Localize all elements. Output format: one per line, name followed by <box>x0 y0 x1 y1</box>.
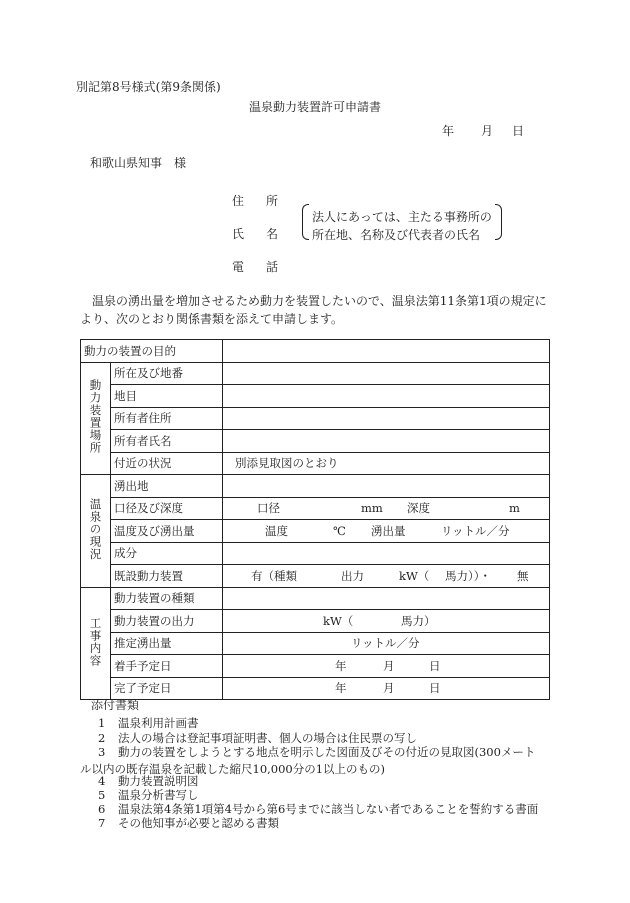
table-row <box>81 655 550 678</box>
estimated-flow-label: 推定湧出量 <box>111 632 223 655</box>
estimated-flow-value[interactable]: リットル／分 <box>223 632 550 655</box>
temp-flow-label: 温度及び湧出量 <box>111 520 223 543</box>
application-table <box>80 339 550 700</box>
group-spring-status: 温泉の現況 <box>81 475 111 588</box>
attachment-item: 2 法人の場合は登記事項証明書、個人の場合は住民票の写し <box>98 731 417 745</box>
device-output-label: 動力装置の出力 <box>111 610 223 633</box>
diameter-depth-label: 口径及び深度 <box>111 497 223 520</box>
diameter-depth-value[interactable]: 口径 mm 深度 m <box>223 497 550 520</box>
table-row <box>81 475 550 498</box>
form-number: 別記第8号様式(第9条関係) <box>76 80 221 94</box>
attachment-item: 7 その他知事が必要と認める書類 <box>98 816 279 830</box>
purpose-value[interactable] <box>223 340 550 363</box>
table-row <box>81 430 550 453</box>
attachment-item: 3 動力の装置をしようとする地点を明示した図面及びその付近の見取図(300メート <box>98 745 536 759</box>
table-row <box>81 385 550 408</box>
existing-device-label: 既設動力装置 <box>111 565 223 588</box>
owner-address-label: 所有者住所 <box>111 407 223 430</box>
existing-device-value[interactable]: 有（種類 出力 kW（ 馬力））・ 無 <box>223 565 550 588</box>
end-date-label: 完了予定日 <box>111 677 223 700</box>
applicant-address-label: 住 所 <box>232 194 279 208</box>
corporate-note-line2: 所在地、名称及び代表者の氏名 <box>312 228 481 242</box>
components-label: 成分 <box>111 542 223 565</box>
attachment-item: 4 動力装置説明図 <box>98 774 199 788</box>
table-row <box>81 520 550 543</box>
table-row <box>81 452 550 475</box>
spring-site-label: 湧出地 <box>111 475 223 498</box>
table-row <box>81 632 550 655</box>
table-row <box>81 497 550 520</box>
device-output-value[interactable]: kW（ 馬力） <box>223 610 550 633</box>
applicant-phone-label: 電 話 <box>232 260 279 274</box>
table-row <box>81 610 550 633</box>
land-category-label: 地目 <box>111 385 223 408</box>
attachment-item-continued: ル以内の既存温泉を記載した縮尺10,000分の1以上のもの) <box>80 762 386 776</box>
date-month-label: 月 <box>481 124 494 138</box>
table-row <box>81 362 550 385</box>
attachment-item: 6 温泉法第4条第1項第4号から第6号までに該当しない者であることを誓約する書面 <box>98 802 539 816</box>
table-row <box>81 407 550 430</box>
table-row <box>81 677 550 700</box>
device-type-value[interactable] <box>223 587 550 610</box>
corporate-note-line1: 法人にあっては、主たる事務所の <box>312 210 492 224</box>
owner-name-label: 所有者氏名 <box>111 430 223 453</box>
surroundings-label: 付近の状況 <box>111 452 223 475</box>
temp-flow-value[interactable]: 温度 ℃ 湧出量 リットル／分 <box>223 520 550 543</box>
table-row <box>81 565 550 588</box>
land-category-value[interactable] <box>223 385 550 408</box>
components-value[interactable] <box>223 542 550 565</box>
date-day-label: 日 <box>512 124 525 138</box>
corporate-note <box>302 204 502 240</box>
group-location: 動力装置場所 <box>81 362 111 475</box>
end-date-value[interactable]: 年 月 日 <box>223 677 550 700</box>
attachment-item: 1 温泉利用計画書 <box>98 716 199 730</box>
device-type-label: 動力装置の種類 <box>111 587 223 610</box>
location-value[interactable] <box>223 362 550 385</box>
table-row <box>81 542 550 565</box>
surroundings-value[interactable]: 別添見取図のとおり <box>223 452 550 475</box>
start-date-label: 着手予定日 <box>111 655 223 678</box>
application-statement: 温泉の湧出量を増加させるため動力を装置したいので、温泉法第11条第1項の規定により、次のとおり関係書類を添えて申請します。 <box>80 294 547 326</box>
location-label: 所在及び地番 <box>111 362 223 385</box>
document-title: 温泉動力装置許可申請書 <box>248 100 381 114</box>
table-row <box>81 587 550 610</box>
start-date-value[interactable]: 年 月 日 <box>223 655 550 678</box>
table-row <box>81 340 550 363</box>
date-year-label: 年 <box>442 124 455 138</box>
attachments-title: 添付書類 <box>91 698 140 712</box>
spring-site-value[interactable] <box>223 475 550 498</box>
group-construction: 工事内容 <box>81 587 111 700</box>
applicant-name-label: 氏 名 <box>232 227 279 241</box>
attachment-item: 5 温泉分析書写し <box>98 788 199 802</box>
addressee: 和歌山県知事 様 <box>90 156 187 170</box>
owner-name-value[interactable] <box>223 430 550 453</box>
purpose-label: 動力の装置の目的 <box>81 340 223 363</box>
owner-address-value[interactable] <box>223 407 550 430</box>
